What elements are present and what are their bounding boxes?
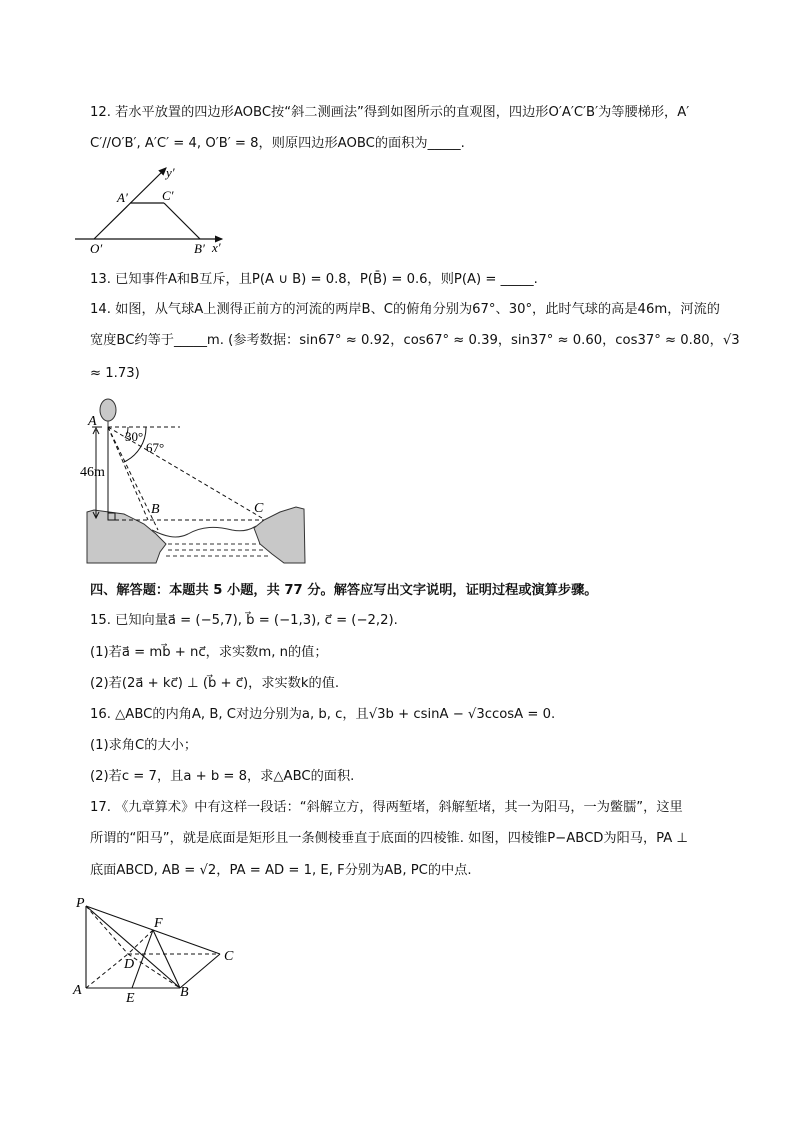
q17-line1: 17. 《九章算术》中有这样一段话：“斜解立方，得两堑堵，斜解堑堵，其一为阳马，一为鳖臑”，这里 <box>90 800 683 815</box>
label-a: A <box>73 983 82 998</box>
q16-line2: (1)求角C的大小； <box>90 738 198 753</box>
label-d: D <box>124 957 135 972</box>
label-c: C <box>254 501 264 516</box>
q12-line2: C′//O′B′, A′C′ = 4, O′B′ = 8，则原四边形AOBC的面积为_____. <box>90 136 465 151</box>
label-a: A <box>88 414 97 429</box>
q16-line3: (2)若c = 7，且a + b = 8，求△ABC的面积. <box>90 769 355 784</box>
q12-figure <box>70 160 240 258</box>
q17-line2: 所谓的“阳马”，就是底面是矩形且一条侧棱垂直于底面的四棱锥. 如图，四棱锥P−ABCD为阳马，PA ⊥ <box>90 831 688 846</box>
balloon <box>100 399 116 421</box>
label-e: E <box>126 991 135 1006</box>
q12-line1: 12. 若水平放置的四边形AOBC按“斜二测画法”得到如图所示的直观图，四边形O′A′C′B′为等腰梯形，A′ <box>90 105 690 120</box>
q13-line1: 13. 已知事件A和B互斥，且P(A ∪ B) = 0.8，P(B̄) = 0.6，则P(A) = _____. <box>90 272 538 287</box>
edge-ad <box>86 954 128 988</box>
q14-line1: 14. 如图，从气球A上测得正前方的河流的两岸B、C的俯角分别为67°、30°，此时气球的高是46m，河流的 <box>90 302 720 317</box>
q14-figure <box>80 394 308 566</box>
label-p: P <box>76 896 85 911</box>
edge-fd <box>128 930 153 954</box>
label-f: F <box>154 916 163 931</box>
q15-line3: (2)若(2a⃗ + kc⃗) ⊥ (b⃗ + c⃗)，求实数k的值. <box>90 676 340 691</box>
q17-line3: 底面ABCD, AB = √2，PA = AD = 1, E, F分别为AB, PC的中点. <box>90 863 472 878</box>
q16-line1: 16. △ABC的内角A, B, C对边分别为a, b, c，且√3b + csinA − √3ccosA = 0. <box>90 707 556 722</box>
label-y: y′ <box>166 165 175 180</box>
label-x: x′ <box>212 240 221 255</box>
label-a: A′ <box>117 190 128 205</box>
edge-bc <box>180 954 220 988</box>
label-height: 46m <box>80 465 105 480</box>
label-b: B′ <box>194 241 205 256</box>
q17-figure <box>70 892 250 1007</box>
q15-line1: 15. 已知向量a⃗ = (−5,7), b⃗ = (−1,3), c⃗ = (−2,2). <box>90 613 398 628</box>
label-b: B <box>180 985 189 1000</box>
label-c: C <box>224 949 234 964</box>
section4-heading: 四、解答题：本题共 5 小题，共 77 分。解答应写出文字说明，证明过程或演算步骤。 <box>90 583 598 598</box>
river-wave <box>152 526 256 537</box>
q15-line2: (1)若a⃗ = mb⃗ + nc⃗，求实数m, n的值； <box>90 645 328 660</box>
left-bank <box>87 510 166 563</box>
edge-pb <box>86 906 180 988</box>
side-edge-cb <box>164 203 200 239</box>
label-o: O′ <box>90 241 103 256</box>
label-c: C′ <box>162 188 174 203</box>
q14-line2: 宽度BC约等于_____m. (参考数据：sin67° ≈ 0.92，cos67° ≈ 0.39，sin37° ≈ 0.60，cos37° ≈ 0.80，√3 <box>90 333 740 348</box>
q14-line3: ≈ 1.73) <box>90 366 140 381</box>
label-angle67: 67° <box>146 440 165 455</box>
label-angle30: 30° <box>125 429 144 444</box>
label-b: B <box>151 502 160 517</box>
